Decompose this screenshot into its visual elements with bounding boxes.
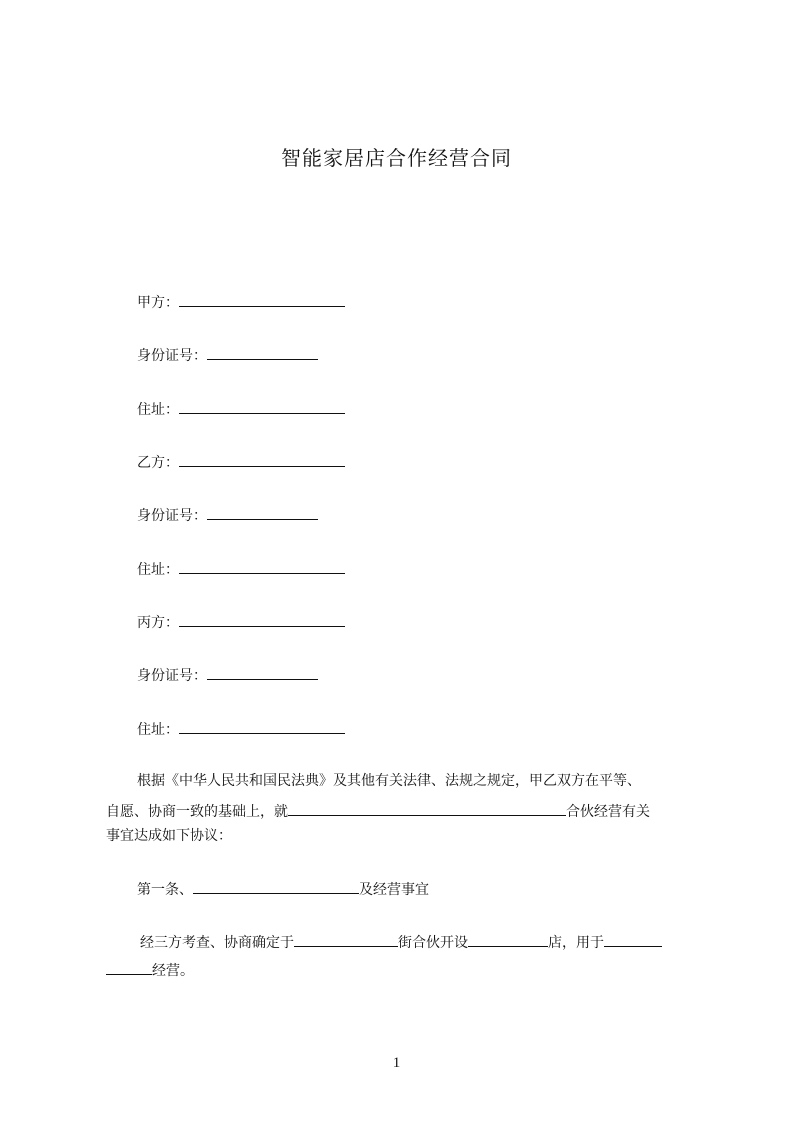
party-a-field	[137, 291, 345, 313]
blank-line[interactable]	[207, 504, 318, 520]
page-number: 1	[392, 1055, 401, 1071]
blank-line[interactable]	[179, 611, 345, 627]
blank-line[interactable]	[179, 718, 345, 734]
blank-line[interactable]	[179, 451, 345, 467]
intro-text: 自愿、协商一致的基础上，就	[106, 804, 288, 820]
blank-line[interactable]	[288, 800, 566, 816]
party-c-field	[137, 611, 345, 633]
field-label: 丙方：	[137, 615, 179, 631]
blank-line[interactable]	[179, 291, 345, 307]
intro-line-2	[106, 800, 650, 822]
blank-line[interactable]	[604, 931, 662, 947]
party-a-id-field	[137, 344, 318, 366]
field-label: 住址：	[137, 402, 179, 418]
intro-line-1: 根据《中华人民共和国民法典》及其他有关法律、法规之规定，甲乙双方在平等、	[137, 773, 641, 789]
article-text: 店，用于	[548, 935, 604, 951]
blank-line[interactable]	[207, 344, 318, 360]
blank-line[interactable]	[179, 398, 345, 414]
field-label: 身份证号：	[137, 348, 207, 364]
field-label: 乙方：	[137, 455, 179, 471]
party-b-address-field	[137, 558, 345, 580]
article-text: 及经营事宜	[359, 882, 429, 898]
party-c-id-field	[137, 664, 318, 686]
article-text: 经三方考查、协商确定于	[140, 935, 294, 951]
document-title: 智能家居店合作经营合同	[281, 146, 512, 170]
intro-line-3: 事宜达成如下协议：	[106, 828, 232, 844]
party-b-id-field	[137, 504, 318, 526]
article-text: 经营。	[152, 963, 194, 979]
intro-text: 合伙经营有关	[566, 804, 650, 820]
article-1-heading	[137, 878, 429, 900]
party-b-field	[137, 451, 345, 473]
article-1-body-line-2	[106, 959, 194, 981]
blank-line[interactable]	[193, 878, 359, 894]
blank-line[interactable]	[468, 931, 548, 947]
field-label: 住址：	[137, 562, 179, 578]
field-label: 甲方：	[137, 295, 179, 311]
field-label: 住址：	[137, 722, 179, 738]
blank-line[interactable]	[294, 931, 398, 947]
party-c-address-field	[137, 718, 345, 740]
article-1-body-line-1	[140, 931, 662, 953]
blank-line[interactable]	[207, 664, 318, 680]
article-text: 街合伙开设	[398, 935, 468, 951]
field-label: 身份证号：	[137, 508, 207, 524]
party-a-address-field	[137, 398, 345, 420]
blank-line[interactable]	[179, 558, 345, 574]
blank-line[interactable]	[106, 959, 152, 975]
field-label: 身份证号：	[137, 668, 207, 684]
article-text: 第一条、	[137, 882, 193, 898]
